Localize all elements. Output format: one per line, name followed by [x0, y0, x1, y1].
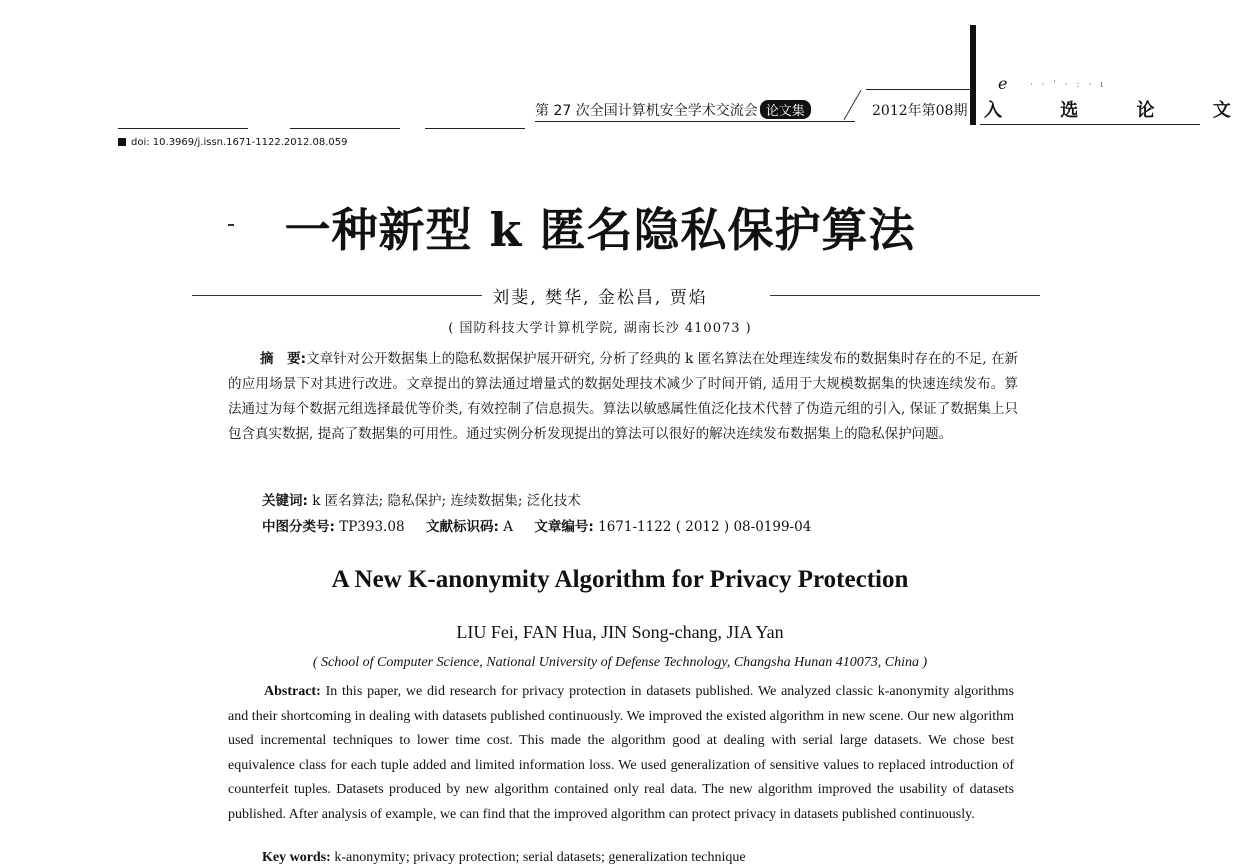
affiliation-en: ( School of Computer Science, National University of Defense Technology, Changsha Hunan 410073, China ) — [312, 655, 928, 670]
keywords-cn-text: k 匿名算法; 隐私保护; 连续数据集; 泛化技术 — [312, 493, 581, 509]
abstract-en-label: Abstract: — [264, 684, 321, 699]
header-vertical-bar — [970, 25, 976, 125]
abstract-en-text: In this paper, we did research for privacy protection in datasets published. We analyzed classic k-anonymity algorithms and their shortcoming in dealing with datasets published continuously. We improved the existed algorithm in new scene. Our new algorithm used incremental techniques to lower time cost. This made the algorithm good at dealing with serial large datasets. We chose best equivalence class for each tuple added and limited information loss. We used generalization of sensitive values to replaced introduction of counterfeit tuples. Datasets produced by new algorithm contained only real data. The new algorithm improved the usability of datasets published. After analysis of example, we can find that the improved algorithm can protect privacy in datasets published continuously. — [228, 684, 1015, 822]
article-number-value: 1671-1122 ( 2012 ) 08-0199-04 — [598, 519, 812, 535]
side-e-mark: e — [998, 74, 1008, 93]
title-cn: 一种新型 k 匿名隐私保护算法 — [284, 203, 916, 257]
conference-name: 第 27 次全国计算机安全学术交流会 — [535, 103, 758, 119]
header-issue: 2012年第08期 — [872, 103, 968, 119]
title-en: A New K-anonymity Algorithm for Privacy Protection — [331, 566, 909, 593]
header-conference — [535, 100, 811, 120]
side-scan-noise: · · ' · : · ı — [1030, 80, 1106, 90]
doi-bullet — [118, 138, 126, 146]
abstract-cn-text: 文章针对公开数据集上的隐私数据保护展开研究, 分析了经典的 k 匿名算法在处理连续发布的数据集时存在的不足, 在新的应用场景下对其进行改进。文章提出的算法通过增量式的数据处理技术减少了时间开销, 适用于大规模数据集的快速连续发布。算法通过为每个数据元组选择最优等价类, 有效控制了信息损失。算法以敏感属性值泛化技术代替了伪造元组的引入, 保证了数据集上只包含真实数据, 提高了数据集的可用性。通过实例分析发现提出的算法可以很好的解决连续发布数据集上的隐私保护问题。 — [228, 351, 1018, 442]
header-rule-issue — [866, 89, 970, 90]
abstract-en — [228, 680, 1014, 827]
keywords-en-label: Key words: — [262, 850, 331, 865]
clc-value: TP393.08 — [339, 519, 405, 535]
side-section-label: 入 选 论 文 — [984, 100, 1257, 121]
header-rule-right — [535, 121, 855, 122]
keywords-cn-label: 关键词: — [262, 493, 308, 509]
header-rule-mid2 — [425, 128, 525, 129]
abstract-cn-label: 摘 要: — [260, 351, 307, 367]
doc-code-label: 文献标识码: — [426, 519, 499, 535]
article-number-label: 文章编号: — [534, 519, 594, 535]
header-rule-mid1 — [290, 128, 400, 129]
keywords-cn — [262, 489, 581, 509]
header-slash — [844, 90, 862, 120]
header-rule-left — [118, 128, 248, 129]
authors-en: LIU Fei, FAN Hua, JIN Song-chang, JIA Yan — [456, 622, 784, 642]
authors-cn: 刘斐, 樊华, 金松昌, 贾焰 — [492, 288, 708, 308]
doi-line — [118, 137, 348, 148]
clc-label: 中图分类号: — [262, 519, 335, 535]
keywords-en-text: k-anonymity; privacy protection; serial datasets; generalization technique — [334, 850, 746, 865]
doi-text: doi: 10.3969/j.issn.1671-1122.2012.08.059 — [131, 137, 348, 148]
abstract-cn — [228, 347, 1018, 447]
keywords-en — [262, 850, 746, 866]
side-underline — [980, 124, 1200, 125]
doc-code-value: A — [503, 519, 513, 535]
affiliation-cn: ( 国防科技大学计算机学院, 湖南长沙 410073 ) — [448, 321, 752, 336]
classification-line — [262, 515, 811, 535]
conference-badge: 论文集 — [760, 100, 811, 119]
